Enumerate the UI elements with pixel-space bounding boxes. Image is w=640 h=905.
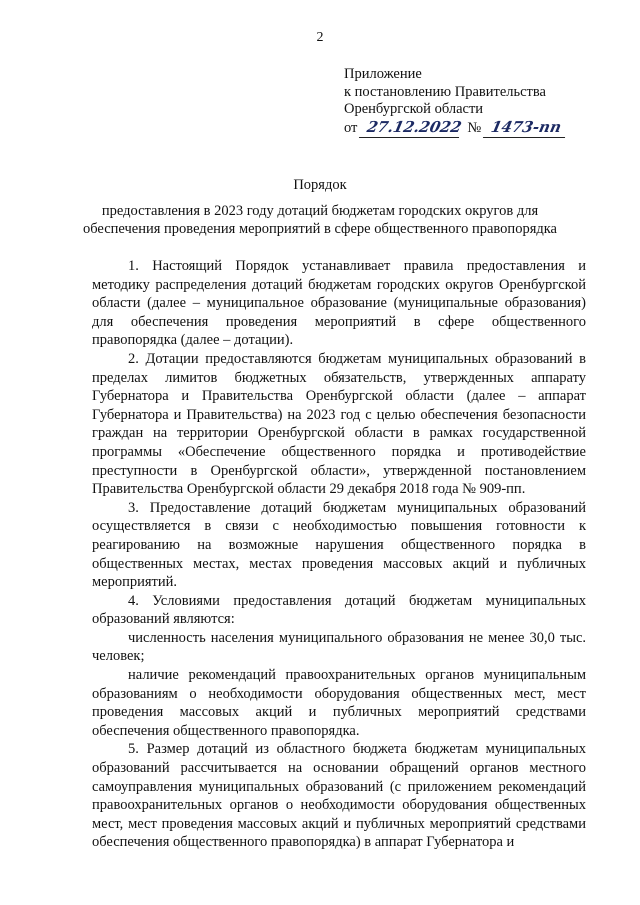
number-sign: №: [467, 119, 482, 136]
handwritten-number: 1473-пп: [483, 119, 569, 138]
paragraph-5: 5. Размер дотаций из областного бюджета бюджетам муниципальных образований рассчитывается на основании обращений органов местного самоуправления муниципальных образований (с приложением рекомендаций правоохранительных органов о необходимости оборудования общественных мест, мест проведения массовых акций и публичных мероприятий средствами обеспечения общественного правопорядка) в аппарат Губернатора и: [92, 741, 586, 851]
appendix-line-1: Приложение: [344, 66, 422, 82]
appendix-block: [344, 66, 567, 137]
title-heading: Порядок: [293, 177, 347, 193]
appendix-line-3: Оренбургской области: [344, 101, 484, 117]
appendix-line-2: к постановлению Правительства: [344, 83, 546, 100]
handwritten-date: 27.12.2022: [359, 119, 463, 138]
paragraph-4-condition-1: численность населения муниципального образования не менее 30,0 тыс. человек;: [92, 629, 586, 665]
title-subtitle-line-1: предоставления в 2023 году дотаций бюджетам городских округов для: [101, 203, 539, 219]
appendix-date-line: [344, 119, 567, 138]
document-title: [0, 176, 640, 238]
title-subtitle-line-2: обеспечения проведения мероприятий в сфере общественного правопорядка: [83, 221, 557, 237]
paragraph-4: 4. Условиями предоставления дотаций бюджетам муниципальных образований являются:: [92, 592, 586, 628]
page-number: 2: [316, 30, 324, 45]
paragraph-3: 3. Предоставление дотаций бюджетам муниципальных образований осуществляется в связи с необходимостью повышения готовности к реагированию на возможные нарушения общественного порядка в общественных местах, местах проведения массовых акций и публичных мероприятий.: [92, 499, 586, 591]
paragraph-2: 2. Дотации предоставляются бюджетам муниципальных образований в пределах лимитов бюджетных обязательств, утвержденных аппарату Губернатора и Правительства Оренбургской области (далее – аппарат Губернатора и Правительства) на 2023 год с целью обеспечения безопасности граждан на территории Оренбургской области в рамках государственной программы «Обеспечение общественного порядка и противодействие преступности в Оренбургской области», утвержденной постановлением Правительства Оренбургской области 29 декабря 2018 года № 909-пп.: [92, 350, 586, 498]
date-prefix: от: [344, 119, 358, 136]
paragraph-1: 1. Настоящий Порядок устанавливает правила предоставления и методику распределения дотаций бюджетам городских округов Оренбургской области (далее – муниципальное образование (муниципальные образования) для обеспечения проведения мероприятий в сфере общественного правопорядка (далее – дотации).: [92, 258, 586, 349]
paragraph-4-condition-2: наличие рекомендаций правоохранительных органов муниципальным образованиям о необходимости оборудования общественных мест, мест проведения массовых акций и публичных мероприятий средствами обеспечения общественного правопорядка.: [92, 667, 586, 739]
document-body: [92, 257, 586, 852]
